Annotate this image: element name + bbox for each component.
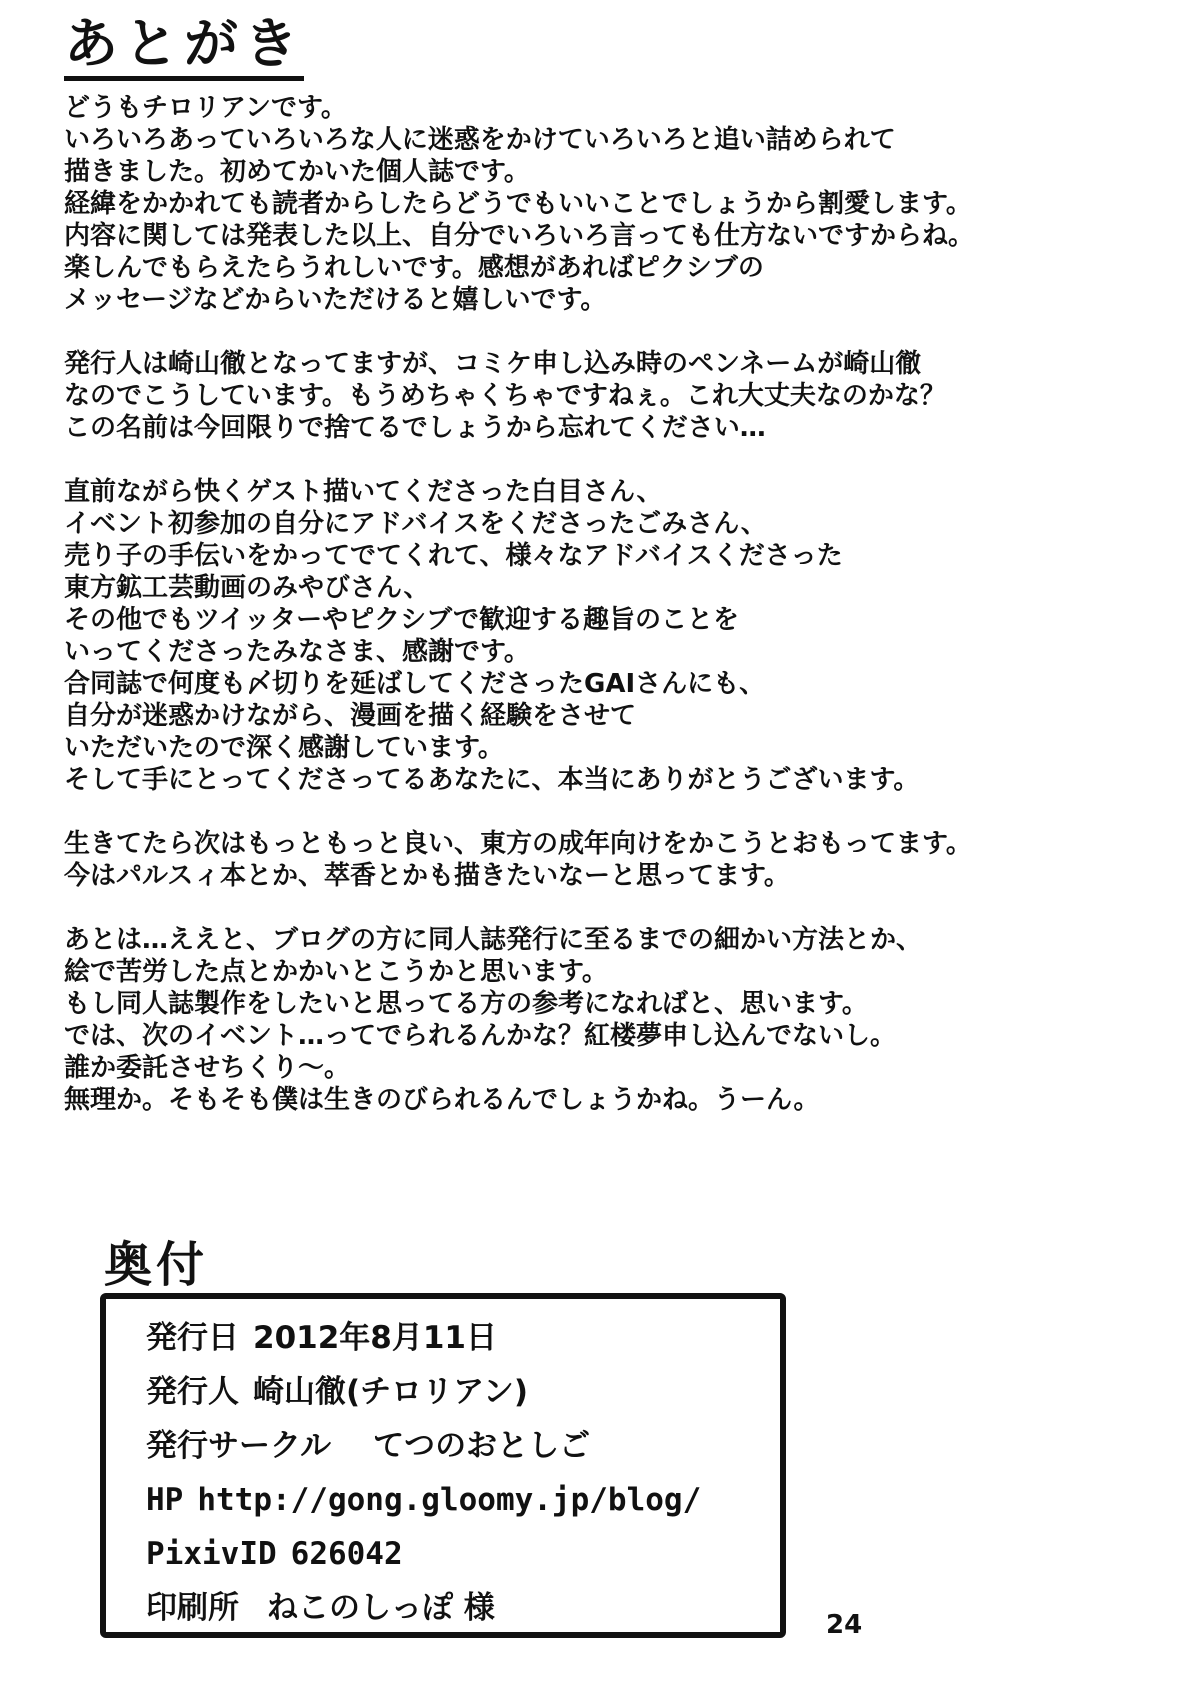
colophon-title: 奥付 [104,1237,209,1293]
paragraph-gap [64,316,1144,348]
colophon-row-hp [146,1475,701,1525]
colophon-row-pixiv [146,1529,403,1579]
afterword-line: 描きました。初めてかいた個人誌です。 [64,157,530,187]
paragraph-gap [64,444,1144,476]
afterword-line: その他でもツイッターやピクシブで歓迎する趣旨のことを [64,605,739,635]
paragraph-gap [64,796,1144,828]
afterword-line: 直前ながら快くゲスト描いてくださった白目さん、 [64,477,663,507]
afterword-line: メッセージなどからいただけると嬉しいです。 [64,285,607,315]
publisher-value: 崎山徹(チロリアン) [253,1374,529,1410]
colophon-row-date [146,1313,497,1363]
colophon-row-publisher [146,1367,528,1417]
afterword-line: どうもチロリアンです。 [64,93,347,123]
circle-label: 発行サークル [146,1428,332,1464]
afterword-line: 自分が迷惑かけながら、漫画を描く経験をさせて [64,701,637,731]
afterword-line: 生きてたら次はもっともっと良い、東方の成年向けをかこうとおもってます。 [64,829,972,859]
date-label: 発行日 [146,1320,239,1356]
afterword-line: この名前は今回限りで捨てるでしょうから忘れてください… [64,413,766,443]
paragraph-gap [64,892,1144,924]
afterword-line: もし同人誌製作をしたいと思ってる方の参考になればと、思います。 [64,989,868,1019]
hp-value: http://gong.gloomy.jp/blog/ [197,1482,702,1518]
date-value: 2012年8月11日 [253,1320,497,1356]
afterword-line: いろいろあっていろいろな人に迷惑をかけていろいろと追い詰められて [64,125,896,155]
afterword-line: 経緯をかかれても読者からしたらどうでもいいことでしょうから割愛します。 [64,189,972,219]
title-underline [64,76,304,81]
afterword-title: あとがき [64,12,304,75]
afterword-line: 誰か委託させちくり～。 [64,1053,351,1083]
afterword-line: あとは…ええと、ブログの方に同人誌発行に至るまでの細かい方法とか、 [64,925,923,955]
afterword-line: なのでこうしています。もうめちゃくちゃですねぇ。これ大丈夫なのかな？ [64,381,946,411]
afterword-line: 楽しんでもらえたらうれしいです。感想があればピクシブの [64,253,764,283]
afterword-line: 発行人は崎山徹となってますが、コミケ申し込み時のペンネームが崎山徹 [64,349,922,379]
afterword-line: 合同誌で何度も〆切りを延ばしてくださったGAIさんにも、 [64,669,766,699]
hp-label: HP [146,1482,184,1518]
afterword-line: いただいたので深く感謝しています。 [64,733,504,763]
colophon-row-printer [146,1583,495,1633]
pixiv-label: PixivID [146,1536,277,1572]
afterword-line: いってくださったみなさま、感謝です。 [64,637,530,667]
afterword-line: そして手にとってくださってるあなたに、本当にありがとうございます。 [64,765,920,795]
printer-value: ねこのしっぽ 様 [267,1590,495,1626]
afterword-line: イベント初参加の自分にアドバイスをくださったごみさん、 [64,509,767,539]
afterword-line: では、次のイベント…ってでられるんかな？紅楼夢申し込んでないし。 [64,1021,897,1051]
colophon-box [100,1293,786,1638]
printer-label: 印刷所 [146,1590,239,1626]
pixiv-value: 626042 [290,1536,403,1572]
afterword-line: 売り子の手伝いをかってでてくれて、様々なアドバイスくださった [64,541,843,571]
colophon-row-circle [146,1421,590,1471]
afterword-line: 内容に関しては発表した以上、自分でいろいろ言っても仕方ないですからね。 [64,221,975,251]
afterword-line: 今はパルスィ本とか、萃香とかも描きたいなーと思ってます。 [64,861,790,891]
page-number: 24 [826,1610,863,1640]
afterword-line: 無理か。そもそも僕は生きのびられるんでしょうかね。うーん。 [64,1085,820,1115]
circle-value: てつのおとしご [373,1428,591,1464]
afterword-line: 絵で苦労した点とかかいとこうかと思います。 [64,957,608,987]
afterword-body [64,92,1144,1116]
afterword-line: 東方鉱工芸動画のみやびさん、 [64,573,430,603]
publisher-label: 発行人 [146,1374,239,1410]
